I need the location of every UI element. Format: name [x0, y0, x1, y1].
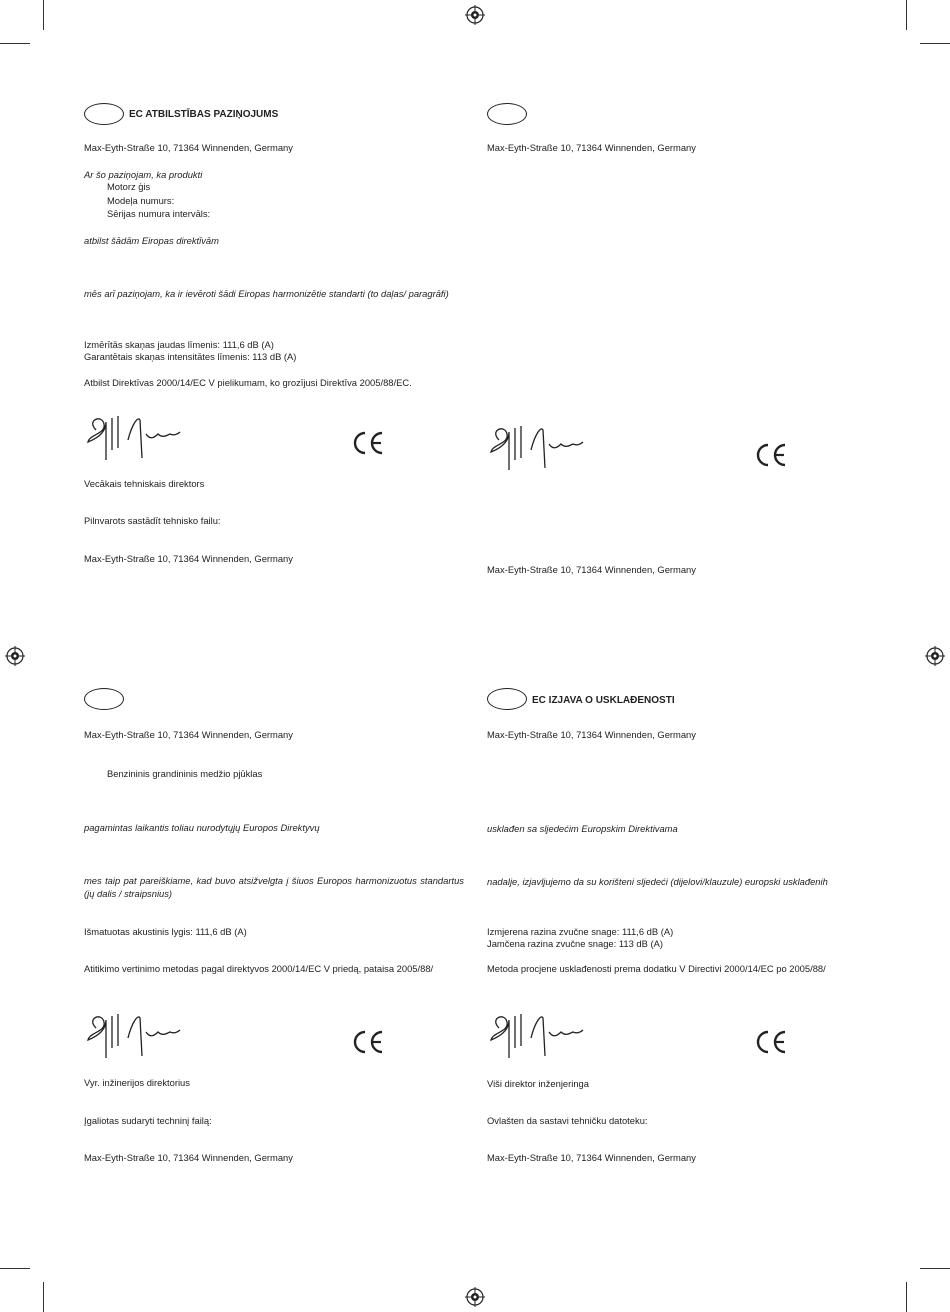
product-label: Benzininis grandininis medžio pjūklas [107, 768, 263, 779]
sound-guaranteed: Jamčena razina zvučne snage: 113 dB (A) [487, 938, 663, 949]
sound-guaranteed: Garantētais skaņas intensitātes līmenis: 113 dB (A) [84, 351, 297, 362]
conformity-text: Atbilst Direktīvas 2000/14/EC V pielikumam, ko grozījusi Direktīva 2005/88/EC. [84, 377, 412, 388]
crop-mark [920, 1268, 950, 1269]
language-oval [84, 688, 124, 710]
conformity-text: Atitikimo vertinimo metodas pagal direktyvos 2000/14/EC V priedą, pataisa 2005/88/ [84, 963, 434, 974]
tech-file-label: Įgaliotas sudaryti techninį failą: [84, 1115, 212, 1126]
registration-mark-icon [465, 1287, 485, 1307]
standards-text: mēs arī paziņojam, ka ir ievēroti šādi Eiropas harmonizētie standarti (to daļas/ paragrāfi) [84, 288, 449, 299]
directives-text: usklađen sa sljedećim Europskim Direktivama [487, 823, 678, 834]
address: Max-Eyth-Straße 10, 71364 Winnenden, Germany [487, 729, 696, 740]
crop-mark [43, 0, 44, 30]
registration-mark-icon [465, 5, 485, 25]
crop-mark [43, 1282, 44, 1312]
address: Max-Eyth-Straße 10, 71364 Winnenden, Germany [84, 1152, 293, 1163]
address: Max-Eyth-Straße 10, 71364 Winnenden, Germany [487, 1152, 696, 1163]
standards-text: mes taip pat pareiškiame, kad buvo atsižvelgta į šiuos Europos harmonizuotus standartus (jų dalis / straipsnius) [84, 875, 464, 899]
crop-mark [0, 43, 30, 44]
registration-mark-icon [5, 646, 25, 666]
signature [84, 1008, 184, 1068]
directives-text: pagamintas laikantis toliau nurodytųjų Europos Direktyvų [84, 822, 320, 833]
conformity-text: Metoda procjene usklađenosti prema dodatku V Directivi 2000/14/EC po 2005/88/ [487, 963, 826, 974]
signature [84, 410, 184, 470]
ce-mark-icon [351, 1029, 385, 1055]
address: Max-Eyth-Straße 10, 71364 Winnenden, Germany [84, 553, 293, 564]
address: Max-Eyth-Straße 10, 71364 Winnenden, Germany [487, 564, 696, 575]
ce-mark-icon [754, 442, 788, 468]
model-label: Modeļa numurs: [107, 195, 175, 206]
signature [487, 1008, 587, 1068]
sound-measured: Izmērītās skaņas jaudas līmenis: 111,6 dB (A) [84, 339, 274, 350]
intro-text: Ar šo paziņojam, ka produkti [84, 169, 203, 180]
crop-mark [906, 1282, 907, 1312]
section-title: EC ATBILSTĪBAS PAZIŅOJUMS [129, 109, 279, 120]
crop-mark [906, 0, 907, 30]
tech-file-label: Pilnvarots sastādīt tehnisko failu: [84, 515, 221, 526]
address: Max-Eyth-Straße 10, 71364 Winnenden, Germany [84, 142, 293, 153]
ce-mark-icon [351, 430, 385, 456]
registration-mark-icon [925, 646, 945, 666]
signer-title: Vecākais tehniskais direktors [84, 478, 205, 489]
tech-file-label: Ovlašten da sastavi tehničku datoteku: [487, 1115, 648, 1126]
directives-text: atbilst šādām Eiropas direktīvām [84, 235, 219, 246]
serial-label: Sērijas numura intervāls: [107, 208, 211, 219]
crop-mark [0, 1268, 30, 1269]
language-oval [487, 103, 527, 125]
section-title: EC IZJAVA O USKLAĐENOSTI [532, 695, 675, 706]
signer-title: Viši direktor inženjeringa [487, 1078, 589, 1089]
signature [487, 420, 587, 480]
language-oval [84, 103, 124, 125]
address: Max-Eyth-Straße 10, 71364 Winnenden, Germany [487, 142, 696, 153]
language-oval [487, 688, 527, 710]
ce-mark-icon [754, 1029, 788, 1055]
crop-mark [920, 43, 950, 44]
sound-measured: Izmjerena razina zvučne snage: 111,6 dB (A) [487, 926, 674, 937]
standards-text: nadalje, izjavljujemo da su korišteni sljedeći (dijelovi/klauzule) europski usklađenih [487, 876, 828, 887]
sound-measured: Išmatuotas akustinis lygis: 111,6 dB (A) [84, 926, 247, 937]
address: Max-Eyth-Straße 10, 71364 Winnenden, Germany [84, 729, 293, 740]
product-label: Motorz ģis [107, 181, 151, 192]
signer-title: Vyr. inžinerijos direktorius [84, 1077, 190, 1088]
